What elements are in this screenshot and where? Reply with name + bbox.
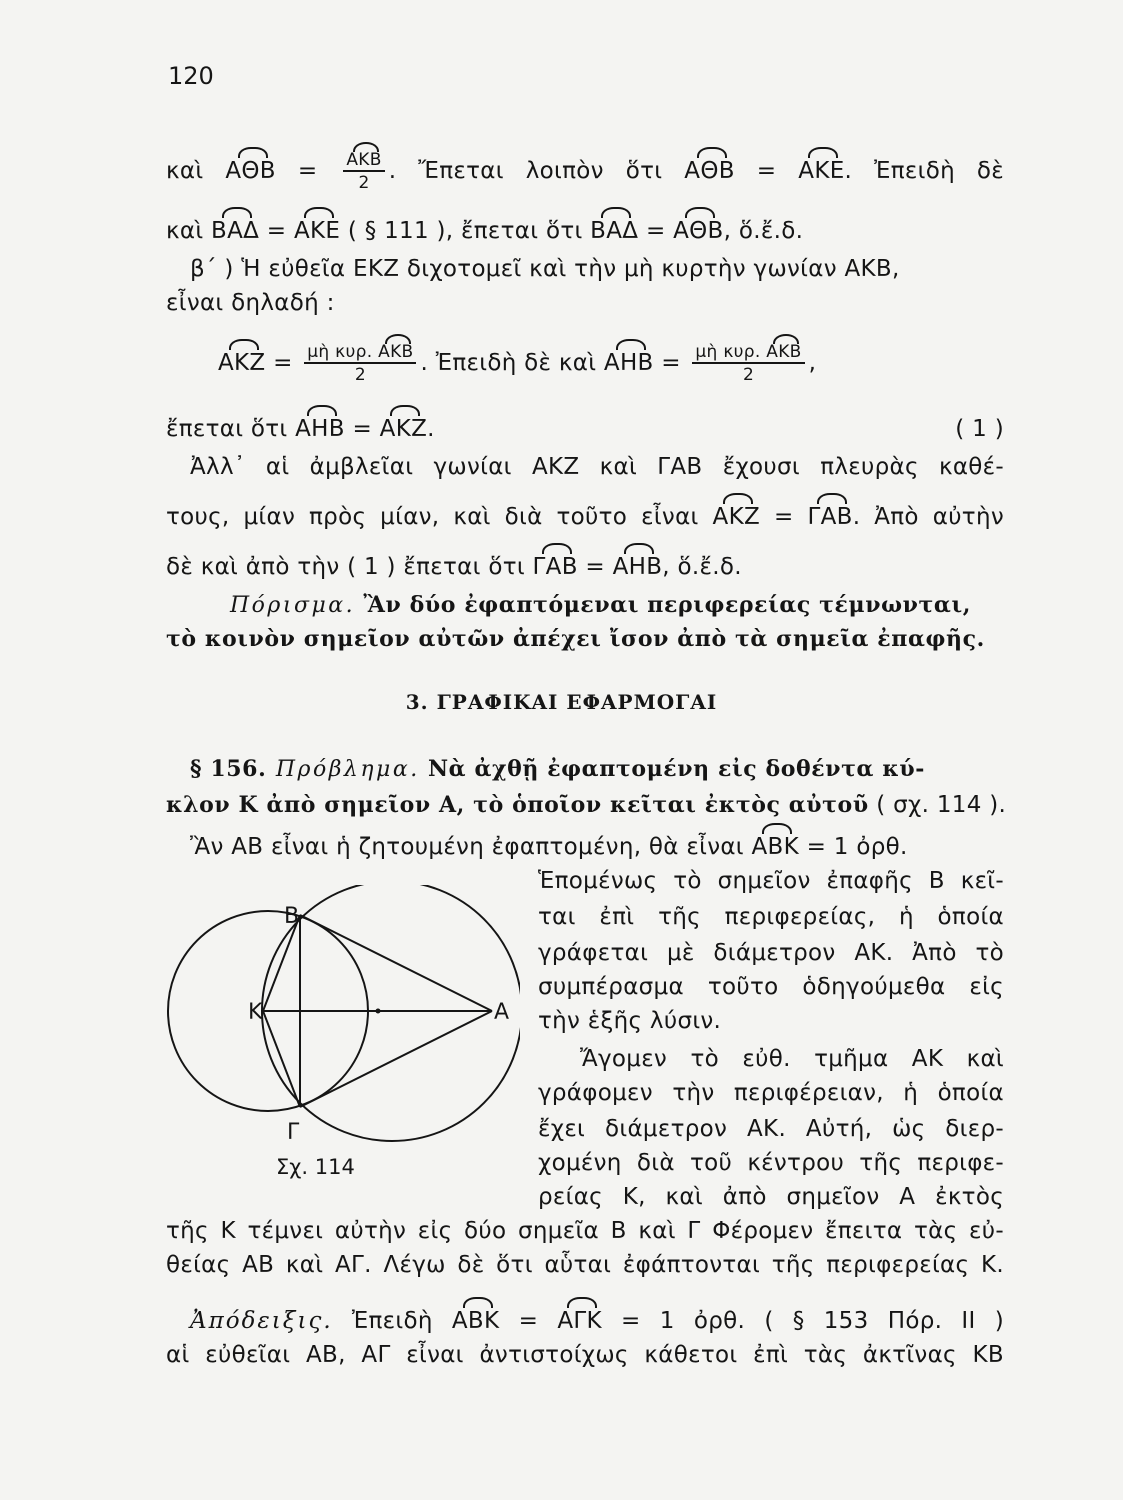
- text-line-7: Ἀλλ᾽ αἱ ἀμβλεῖαι γωνίαι ΑΚΖ καὶ ΓΑΒ ἔχουσι πλευρὰς καθέ-: [190, 454, 1004, 480]
- radius-KB: [263, 915, 300, 1011]
- label-B: Β: [284, 904, 300, 929]
- center-point: [376, 1009, 381, 1014]
- section-heading: 3. ΓΡΑΦΙΚΑΙ ΕΦΑΡΜΟΓΑΙ: [405, 690, 718, 714]
- right-line-7: γράφομεν τὴν περιφέρειαν, ἡ ὁποία: [538, 1080, 1004, 1106]
- text-line-3: β΄ ) Ἡ εὐθεῖα ΕΚΖ διχοτομεῖ καὶ τὴν μὴ κυρτὴν γωνίαν ΑΚΒ,: [190, 256, 900, 282]
- tangent-AB: [300, 915, 492, 1011]
- text-line-5: ΑΚΖ = $\frac{\text{μὴ κυρ. ΑΚΒ}}{2}$ . Ἐπειδὴ δὲ καὶ ΑΗΒ = $\frac{\text{μὴ κυρ. ΑΚΒ}}{2}$ ,: [218, 342, 817, 385]
- equation-number: ( 1 ): [955, 416, 1004, 442]
- text-line-15: τῆς Κ τέμνει αὐτὴν εἰς δύο σημεῖα Β καὶ Γ Φέρομεν ἔπειτα τὰς εὐ-: [166, 1218, 1004, 1244]
- right-line-2: ται ἐπὶ τῆς περιφερείας, ἡ ὁποία: [538, 904, 1004, 930]
- label-K: Κ: [248, 1000, 263, 1025]
- right-line-4: συμπέρασμα τοῦτο ὁδηγούμεθα εἰς: [538, 974, 1004, 1000]
- right-line-9: χομένη διὰ τοῦ κέντρου τῆς περιφε-: [538, 1150, 1004, 1176]
- corollary-line-1: Πόρισμα. Ἂν δύο ἐφαπτόμεναι περιφερείας τέμνωνται,: [230, 592, 971, 618]
- problem-line-2: κλον Κ ἀπὸ σημεῖον Α, τὸ ὁποῖον κεῖται ἐκτὸς αὐτοῦ ( σχ. 114 ).: [166, 792, 1007, 818]
- fraction: $\frac{\text{ΑΚΒ}}{2}$: [343, 150, 384, 193]
- figure-114: [160, 885, 520, 1155]
- tangent-AG: [300, 1011, 492, 1107]
- text-line-6: ἔπεται ὅτι ΑΗΒ = ΑΚΖ. ( 1 ): [166, 416, 1004, 442]
- right-line-1: Ἑπομένως τὸ σημεῖον ἐπαφῆς Β κεῖ-: [538, 868, 1004, 894]
- right-line-10: ρείας Κ, καὶ ἀπὸ σημεῖον Α ἐκτὸς: [538, 1184, 1004, 1210]
- radius-KG: [263, 1011, 300, 1107]
- text-line-14: Ἂν ΑΒ εἶναι ἡ ζητουμένη ἐφαπτομένη, θὰ εἶναι ΑΒΚ = 1 ὀρθ.: [190, 834, 908, 860]
- corollary-line-2: τὸ κοινὸν σημεῖον αὐτῶν ἀπέχει ἴσον ἀπὸ τὰ σημεῖα ἐπαφῆς.: [166, 626, 985, 652]
- right-line-8: ἔχει διάμετρον ΑΚ. Αὐτή, ὡς διερ-: [538, 1116, 1004, 1142]
- right-line-6: Ἄγομεν τὸ εὐθ. τμῆμα ΑΚ καὶ: [580, 1046, 1004, 1072]
- text-line-16: θείας ΑΒ καὶ ΑΓ. Λέγω δὲ ὅτι αὗται ἐφάπτονται τῆς περιφερείας Κ.: [166, 1252, 1004, 1278]
- page-number: 120: [168, 62, 214, 90]
- proof-line-2: αἱ εὐθεῖαι ΑΒ, ΑΓ εἶναι ἀντιστοίχως κάθετοι ἐπὶ τὰς ἀκτῖνας ΚΒ: [166, 1342, 1004, 1368]
- text-line-9: δὲ καὶ ἀπὸ τὴν ( 1 ) ἔπεται ὅτι ΓΑΒ = ΑΗΒ, ὅ.ἔ.δ.: [166, 554, 742, 580]
- text-line-8: τους, μίαν πρὸς μίαν, καὶ διὰ τοῦτο εἶναι ΑΚΖ = ΓΑΒ. Ἀπὸ αὐτὴν: [166, 504, 1004, 530]
- corollary-label: Πόρισμα.: [230, 593, 356, 618]
- section-number: § 156.: [190, 756, 267, 782]
- text-line-4: εἶναι δηλαδή :: [166, 290, 335, 316]
- label-G: Γ: [287, 1120, 300, 1145]
- proof-line-1: Ἀπόδειξις. Ἐπειδὴ ΑΒΚ = ΑΓΚ = 1 ὀρθ. ( § 153 Πόρ. ΙΙ ): [190, 1308, 1004, 1334]
- text-line-2: καὶ ΒΑΔ = ΑΚΕ ( § 111 ), ἔπεται ὅτι ΒΑΔ = ΑΘΒ, ὅ.ἔ.δ.: [166, 218, 804, 244]
- text-line-1: καὶ ΑΘΒ = $\frac{\text{ΑΚΒ}}{2}$ . Ἔπεται λοιπὸν ὅτι ΑΘΒ = ΑΚΕ. Ἐπειδὴ δὲ: [166, 150, 1005, 193]
- figure-caption: Σχ. 114: [276, 1155, 355, 1179]
- proof-label: Ἀπόδειξις.: [190, 1308, 333, 1334]
- problem-label: Πρόβλημα.: [266, 757, 420, 782]
- right-line-5: τὴν ἑξῆς λύσιν.: [538, 1008, 722, 1034]
- angle-mark: ΑΘΒ: [225, 158, 276, 184]
- label-A: Α: [494, 1000, 510, 1025]
- problem-line-1: § 156. Πρόβλημα. Νὰ ἀχθῇ ἐφαπτομένη εἰς δοθέντα κύ-: [190, 756, 925, 782]
- right-line-3: γράφεται μὲ διάμετρον ΑΚ. Ἀπὸ τὸ: [538, 940, 1004, 966]
